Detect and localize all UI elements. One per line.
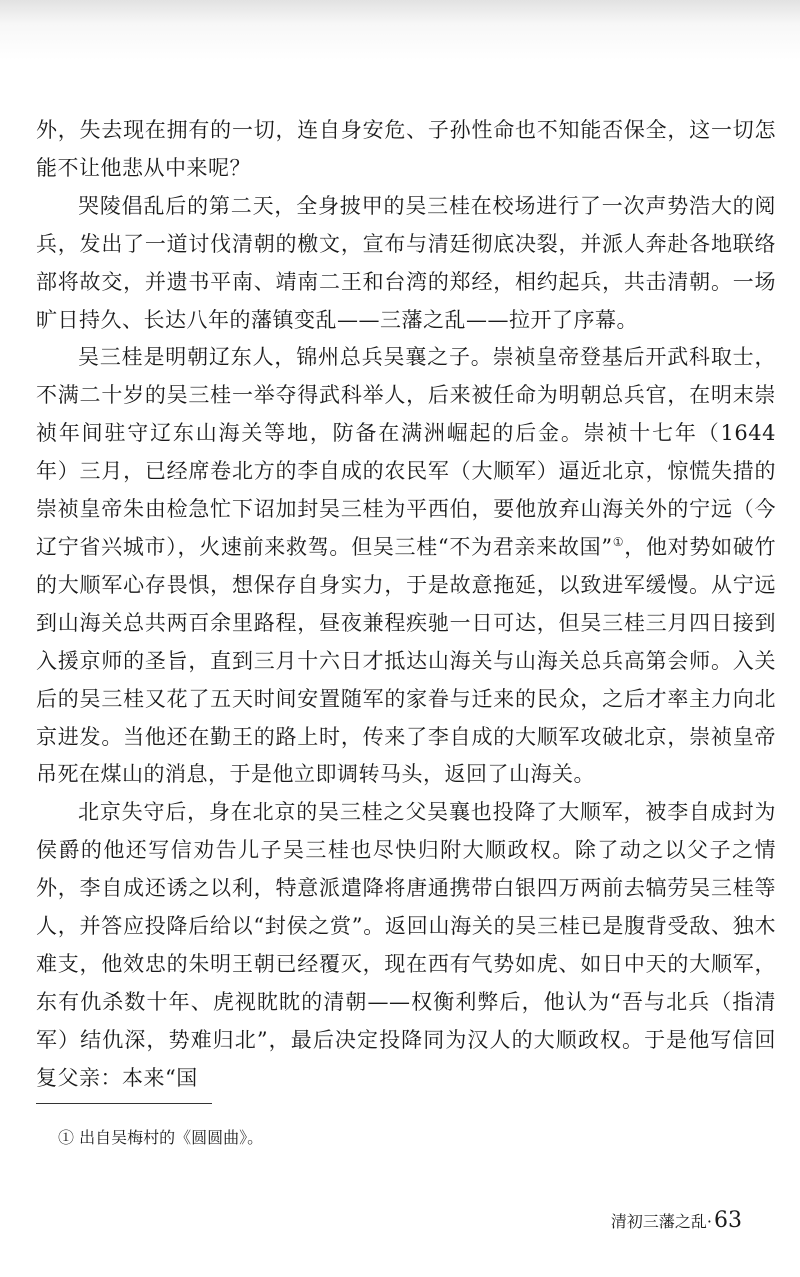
paragraph-wu-sangui-background [36,339,776,794]
footnote-reference[interactable]: ① [612,534,625,549]
page-footer [611,1209,742,1234]
paragraph-beijing-fall: 北京失守后，身在北京的吴三桂之父吴襄也投降了大顺军，被李自成封为侯爵的他还写信劝告儿子吴三桂也尽快归附大顺政权。除了动之以父子之情外，李自成还诱之以利，特意派遣降将唐通携带白银四万两前去犒劳吴三桂等人，并答应投降后给以“封侯之赏”。返回山海关的吴三桂已是腹背受敌、独木难支，他效忠的朱明王朝已经覆灭，现在西有气势如虎、如日中天的大顺军，东有仇杀数十年、虎视眈眈的清朝——权衡利弊后，他认为“吾与北兵（指清军）结仇深，势难归北”，最后决定投降同为汉人的大顺政权。于是他写信回复父亲：本来“国 [36,800,776,1090]
footnote-text: ① 出自吴梅村的《圆圆曲》。 [58,1128,264,1147]
paragraph-continuation: 外，失去现在拥有的一切，连自身安危、子孙性命也不知能否保全，这一切怎能不让他悲从中来呢？ [36,118,776,180]
paragraph-text-part-1: 吴三桂是明朝辽东人，锦州总兵吴襄之子。崇祯皇帝登基后开武科取士，不满二十岁的吴三桂一举夺得武科举人，后来被任命为明朝总兵官，在明末崇祯年间驻守辽东山海关等地，防备在满洲崛起的后金。崇祯十七年（1644 年）三月，已经席卷北方的李自成的农民军（大顺军）逼近北京，惊慌失措的崇祯皇帝朱由检急忙下诏加封吴三桂为平西伯，要他放弃山海关外的宁远（今辽宁省兴城市），火速前来救驾。但吴三桂“不为君亲来故国” [36,345,776,559]
paragraph-rebellion-start: 哭陵倡乱后的第二天，全身披甲的吴三桂在校场进行了一次声势浩大的阅兵，发出了一道讨伐清朝的檄文，宣布与清廷彻底决裂，并派人奔赴各地联络部将故交，并遗书平南、靖南二王和台湾的郑经，相约起兵，共击清朝。一场旷日持久、长达八年的藩镇变乱——三藩之乱——拉开了序幕。 [36,193,776,332]
scan-top-shadow [0,0,800,60]
running-title: 清初三藩之乱· [610,1212,712,1231]
body-text [36,112,776,1098]
paragraph-text-part-2: ，他对势如破竹的大顺军心存畏惧，想保存自身实力，于是故意拖延，以致进军缓慢。从宁远到山海关总共两百余里路程，昼夜兼程疾驰一日可达，但吴三桂三月四日接到入援京师的圣旨，直到三月十六日才抵达山海关与山海关总兵高第会师。入关后的吴三桂又花了五天时间安置随军的家眷与迁来的民众，之后才率主力向北京进发。当他还在勤王的路上时，传来了李自成的大顺军攻破北京，崇祯皇帝吊死在煤山的消息，于是他立即调转马头，返回了山海关。 [36,534,776,787]
page-number: 63 [714,1208,742,1233]
footnote-divider [36,1103,212,1104]
